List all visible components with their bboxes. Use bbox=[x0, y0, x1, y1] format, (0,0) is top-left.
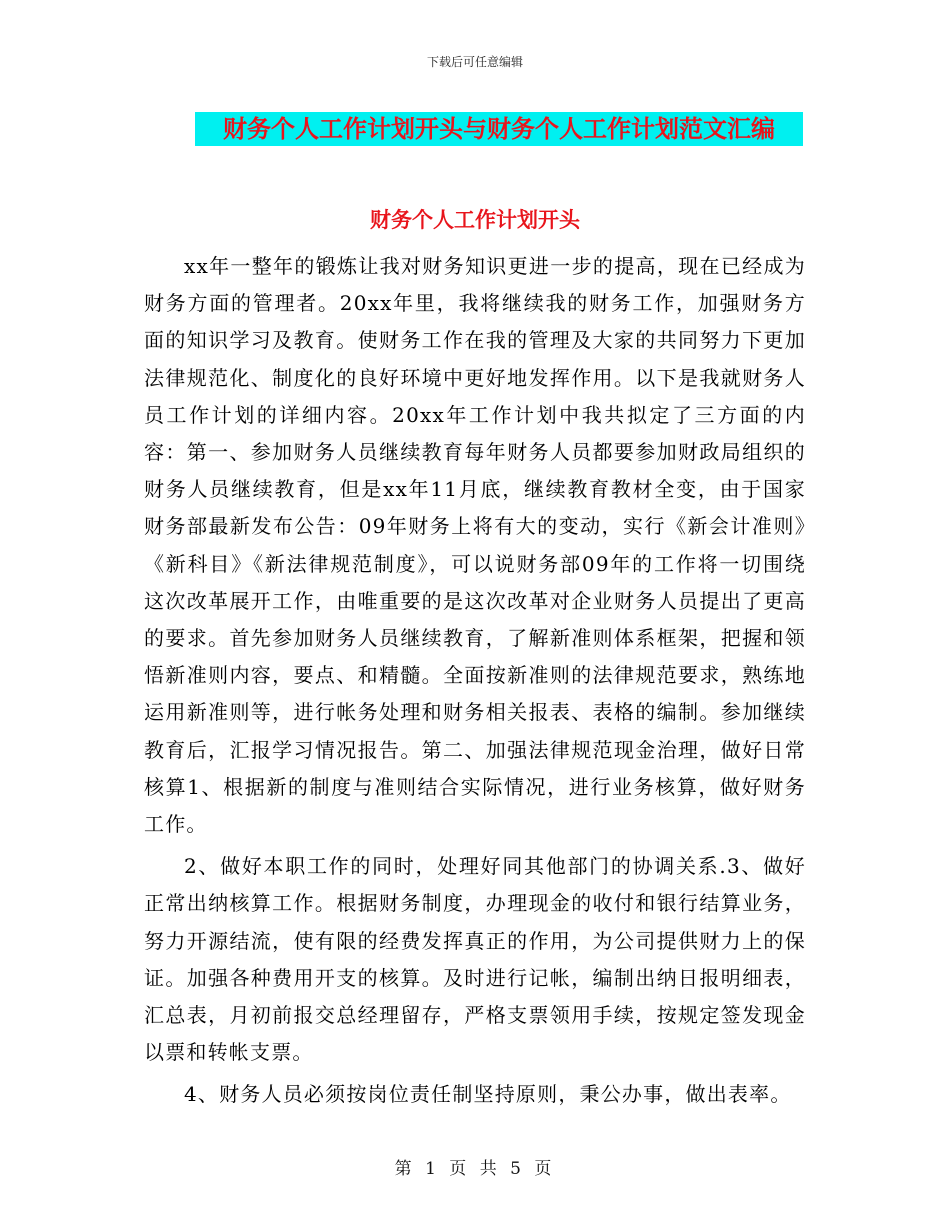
body-paragraph: 4、财务人员必须按岗位责任制坚持原则，秉公办事，做出表率。 bbox=[184, 1082, 792, 1107]
body-paragraph: 2、做好本职工作的同时，处理好同其他部门的协调关系.3、做好正常出纳核算工作。根据财务制度，办理现金的收付和银行结算业务，努力开源结流，使有限的经费发挥真正的作用，为公司提供财力上的保证。加强各种费用开支的核算。及时进行记帐，编制出纳日报明细表，汇总表，月初前报交总经理留存，严格支票领用手续，按规定签发现金以票和转帐支票。 bbox=[144, 854, 806, 1065]
document-title: 财务个人工作计划开头与财务个人工作计划范文汇编 bbox=[195, 112, 803, 146]
body-paragraph: xx年一整年的锻炼让我对财务知识更进一步的提高，现在已经成为财务方面的管理者。20xx年里，我将继续我的财务工作，加强财务方面的知识学习及教育。使财务工作在我的管理及大家的共同努力下更加法律规范化、制度化的良好环境中更好地发挥作用。以下是我就财务人员工作计划的详细内容。20xx年工作计划中我共拟定了三方面的内容：第一、参加财务人员继续教育每年财务人员都要参加财政局组织的财务人员继续教育，但是xx年11月底，继续教育教材全变，由于国家财务部最新发布公告：09年财务上将有大的变动，实行《新会计准则》《新科目》《新法律规范制度》，可以说财务部09年的工作将一切围绕这次改革展开工作，由唯重要的是这次改革对企业财务人员提出了更高的要求。首先参加财务人员继续教育，了解新准则体系框架，把握和领悟新准则内容，要点、和精髓。全面按新准则的法律规范要求，熟练地运用新准则等，进行帐务处理和财务相关报表、表格的编制。参加继续教育后，汇报学习情况报告。第二、加强法律规范现金治理，做好日常核算1、根据新的制度与准则结合实际情况，进行业务核算，做好财务工作。 bbox=[144, 254, 806, 837]
section-heading: 财务个人工作计划开头 bbox=[370, 208, 580, 232]
page-footer: 第 1 页 共 5 页 bbox=[394, 1159, 556, 1179]
document-body bbox=[144, 248, 806, 1119]
page-header-note: 下载后可任意编辑 bbox=[426, 55, 523, 69]
